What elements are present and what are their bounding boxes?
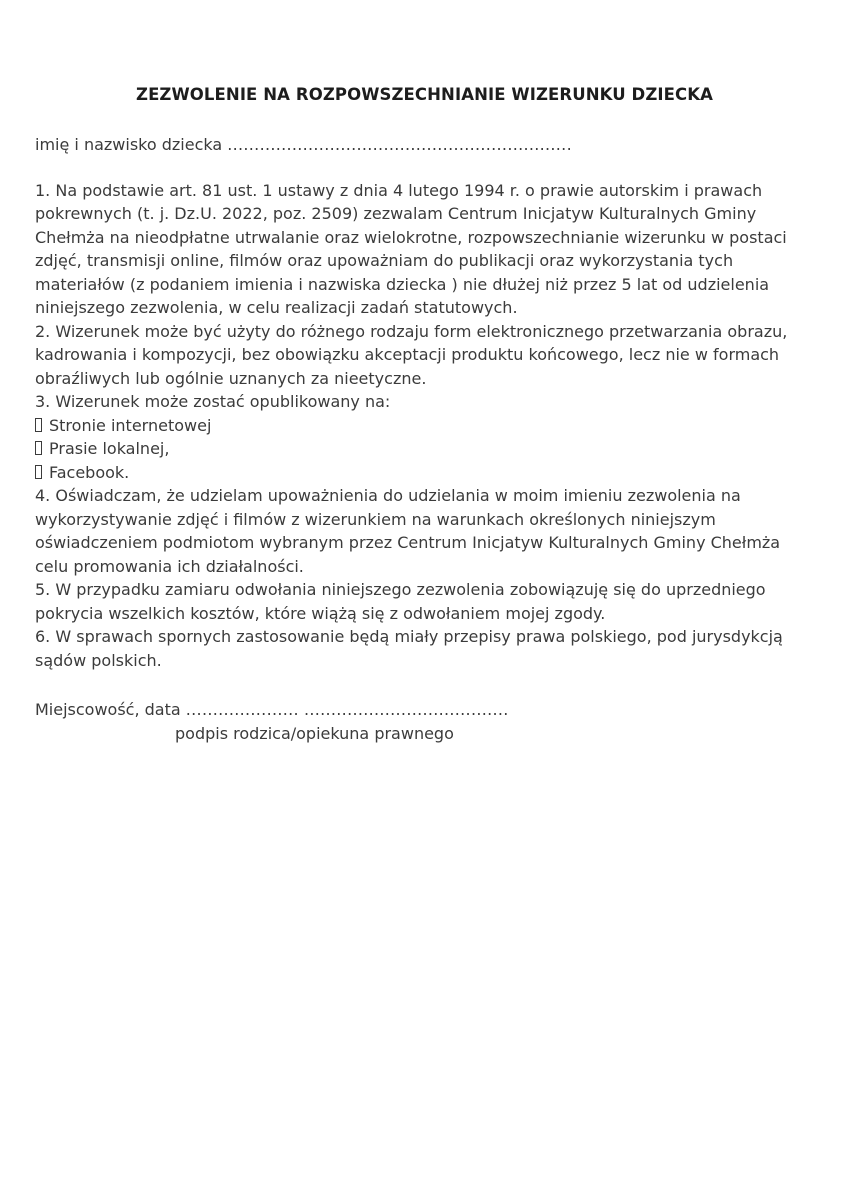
publish-item-facebook	[35, 461, 814, 485]
clause-6: 6. W sprawach spornych zastosowanie będą miały przepisy prawa polskiego, pod jurysdykcją sądów polskich.	[35, 627, 783, 670]
clause-3: 3. Wizerunek może zostać opublikowany na:	[35, 392, 391, 411]
publish-item-local-press	[35, 437, 814, 461]
signature-caption: podpis rodzica/opiekuna prawnego	[175, 723, 454, 743]
child-name-fill-line: ................................................................	[227, 135, 572, 154]
signature-fill-line: ......................................	[303, 700, 509, 719]
signature-block	[35, 698, 814, 745]
child-name-line	[35, 133, 814, 157]
clause-5: 5. W przypadku zamiaru odwołania niniejszego zezwolenia zobowiązuję się do uprzedniego pokrycia wszelkich kosztów, które wiążą się z odwołaniem mojej zgody.	[35, 580, 766, 623]
clause-4: 4. Oświadczam, że udzielam upoważnienia do udzielania w moim imieniu zezwolenia na wykorzystywanie zdjęć i filmów z wizerunkiem na warunkach określonych niniejszym oświadczeniem podmiotom wybranym przez Centrum Inicjatyw Kulturalnych Gminy Chełmża celu promowania ich działalności.	[35, 486, 781, 576]
clause-2: 2. Wizerunek może być użyty do różnego rodzaju form elektronicznego przetwarzania obrazu, kadrowania i kompozycji, bez obowiązku akceptacji produktu końcowego, lecz nie w formach obraźliwych lub ogólnie uznanych za nieetyczne.	[35, 321, 788, 388]
publish-item-label: Prasie lokalnej,	[49, 439, 170, 458]
missing-glyph-box-icon	[35, 465, 42, 479]
clause-1: 1. Na podstawie art. 81 ust. 1 ustawy z dnia 4 lutego 1994 r. o prawie autorskim i prawach pokrewnych (t. j. Dz.U. 2022, poz. 2509) zezwalam Centrum Inicjatyw Kulturalnych Gminy Chełmża na nieodpłatne utrwalanie oraz wielokrotne, rozpowszechnianie wizerunku w postaci zdjęć, transmisji online, filmów oraz upoważniam do publikacji oraz wykorzystania tych materiałów (z podaniem imienia i nazwiska dziecka ) nie dłużej niż przez 5 lat od udzielenia niniejszego zezwolenia, w celu realizacji zadań statutowych.	[35, 180, 787, 317]
missing-glyph-box-icon	[35, 418, 42, 432]
document-title: ZEZWOLENIE NA ROZPOWSZECHNIANIE WIZERUNKU DZIECKA	[136, 85, 713, 104]
publish-item-label: Stronie internetowej	[49, 415, 212, 435]
document-body	[35, 179, 814, 673]
missing-glyph-box-icon	[35, 441, 42, 455]
place-date-label: Miejscowość, data	[35, 700, 181, 719]
publish-item-label: Facebook.	[49, 462, 130, 482]
place-date-fill-line: .....................	[185, 700, 299, 719]
place-date-line	[35, 698, 814, 722]
publish-item-website	[35, 414, 814, 438]
child-name-label: imię i nazwisko dziecka	[35, 135, 223, 154]
